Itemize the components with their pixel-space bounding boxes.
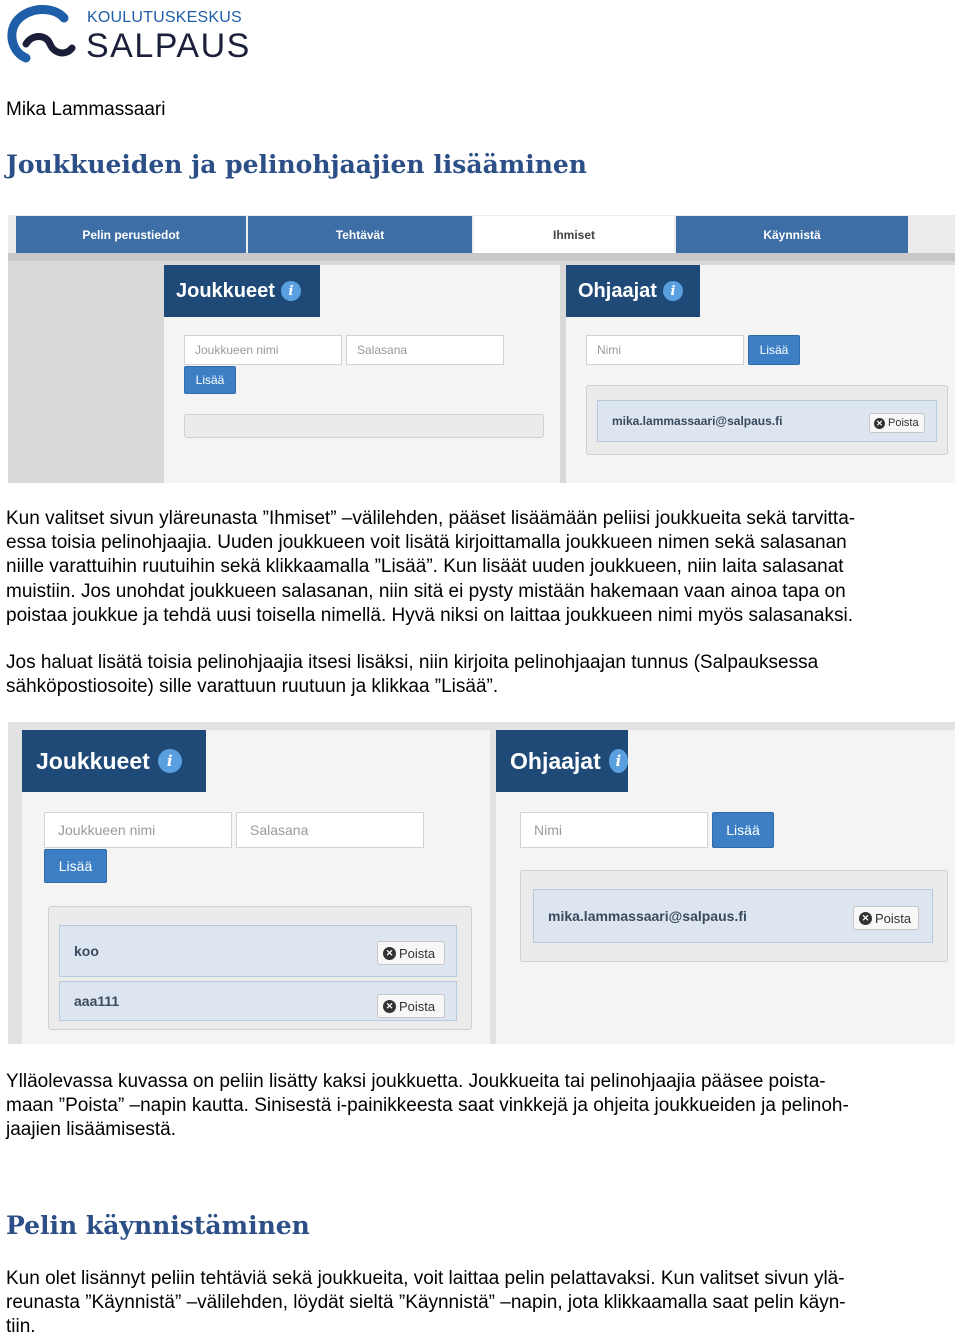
remove-coach-button[interactable] bbox=[869, 413, 925, 433]
coaches-panel bbox=[566, 265, 955, 483]
remove-label: Poista bbox=[888, 417, 919, 429]
coach-email: mika.lammassaari@salpaus.fi bbox=[612, 414, 783, 428]
add-coach-button[interactable]: Lisää bbox=[712, 812, 774, 848]
info-icon[interactable]: i bbox=[609, 749, 628, 773]
info-icon[interactable]: i bbox=[158, 749, 182, 773]
team-name-input[interactable]: Joukkueen nimi bbox=[184, 335, 342, 365]
teams-header-label: Joukkueet bbox=[36, 747, 150, 774]
teams-header-label: Joukkueet bbox=[176, 279, 275, 302]
tab-ihmiset[interactable]: Ihmiset bbox=[474, 216, 674, 253]
paragraph-line: reunasta ”Käynnistä” –välilehden, löydät sieltä ”Käynnistä” –napin, jota klikkaamalla saat pelin käyn- bbox=[6, 1292, 846, 1314]
paragraph-line: Kun valitset sivun yläreunasta ”Ihmiset” –välilehden, pääset lisäämään peliisi joukkueita sekä tarvitta- bbox=[6, 508, 856, 529]
tab-bar bbox=[8, 215, 955, 253]
author-name: Mika Lammassaari bbox=[6, 99, 166, 120]
paragraph-line: Ylläolevassa kuvassa on peliin lisätty kaksi joukkuetta. Joukkueita tai pelinohjaajia pääsee poista- bbox=[6, 1071, 826, 1092]
paragraph-line: jaajien lisäämisestä. bbox=[6, 1119, 177, 1141]
tab-tehtavat[interactable]: Tehtävät bbox=[248, 216, 472, 253]
team-name-input[interactable]: Joukkueen nimi bbox=[44, 812, 232, 848]
coaches-header-label: Ohjaajat bbox=[510, 747, 601, 774]
paragraph-ihmiset-intro bbox=[6, 507, 950, 628]
paragraph-line: essa toisia pelinohjaajia. Uuden joukkueen voit lisätä kirjoittamalla joukkueen nimen sekä salasanan bbox=[6, 532, 847, 554]
teams-panel-header bbox=[22, 730, 206, 792]
tab-pelin-perustiedot[interactable]: Pelin perustiedot bbox=[16, 216, 246, 253]
teams-panel-header bbox=[164, 265, 320, 317]
logo-subtitle: KOULUTUSKESKUS bbox=[87, 9, 242, 26]
remove-team-button[interactable] bbox=[377, 941, 445, 965]
coaches-header-label: Ohjaajat bbox=[578, 279, 657, 302]
paragraph-added-teams bbox=[6, 1070, 950, 1143]
remove-label: Poista bbox=[399, 945, 436, 961]
coach-name-input[interactable]: Nimi bbox=[520, 812, 708, 848]
section-title-teams: Joukkueiden ja pelinohjaajien lisääminen bbox=[6, 150, 587, 179]
team-password-input[interactable]: Salasana bbox=[346, 335, 504, 365]
remove-icon: ✕ bbox=[383, 947, 396, 960]
section-title-start-game: Pelin käynnistäminen bbox=[6, 1211, 310, 1240]
coaches-panel bbox=[496, 730, 955, 1044]
coaches-panel-header bbox=[566, 265, 700, 317]
coaches-list bbox=[520, 870, 948, 962]
paragraph-line: maan ”Poista” –napin kautta. Sinisestä i-painikkeesta saat vinkkejä ja ohjeita joukkueiden ja pelinoh- bbox=[6, 1095, 849, 1117]
tab-divider bbox=[8, 253, 955, 261]
remove-icon: ✕ bbox=[383, 1000, 396, 1013]
remove-icon: ✕ bbox=[874, 418, 885, 429]
paragraph-line: sähköpostiosoite) sille varattuun ruutuun ja klikkaa ”Lisää”. bbox=[6, 676, 499, 698]
info-icon[interactable]: i bbox=[663, 281, 683, 301]
add-team-button[interactable]: Lisää bbox=[184, 366, 236, 394]
paragraph-line: muistiin. Jos unohdat joukkueen salasanan, niin sitä ei pysty mistään hakemaan vaan ainoa tapa on bbox=[6, 580, 846, 602]
coaches-panel-header bbox=[496, 730, 628, 792]
remove-label: Poista bbox=[399, 998, 436, 1014]
paragraph-line: Jos haluat lisätä toisia pelinohjaajia itsesi lisäksi, niin kirjoita pelinohjaajan tunnus (Salpauksessa bbox=[6, 652, 819, 673]
teams-list bbox=[48, 906, 472, 1030]
remove-label: Poista bbox=[875, 910, 912, 926]
coaches-list bbox=[586, 385, 948, 455]
add-coach-button[interactable]: Lisää bbox=[748, 335, 800, 365]
teams-list-empty bbox=[184, 414, 544, 438]
remove-icon: ✕ bbox=[859, 912, 872, 925]
info-icon[interactable]: i bbox=[281, 281, 301, 301]
paragraph-line: niille varattuihin ruutuihin sekä klikkaamalla ”Lisää”. Kun lisäät uuden joukkueen, niin laita salasanat bbox=[6, 556, 844, 578]
add-team-button[interactable]: Lisää bbox=[44, 849, 107, 883]
remove-team-button[interactable] bbox=[377, 994, 445, 1018]
screenshot-ihmiset-empty bbox=[8, 215, 955, 483]
paragraph-add-coaches bbox=[6, 651, 950, 699]
salpaus-logo-mark bbox=[6, 4, 76, 66]
paragraph-line: Kun olet lisännyt peliin tehtäviä sekä joukkueita, voit laittaa pelin pelattavaksi. Kun valitset sivun ylä- bbox=[6, 1268, 845, 1289]
teams-panel bbox=[164, 265, 560, 483]
logo-title: SALPAUS bbox=[86, 27, 251, 65]
team-name: aaa111 bbox=[74, 993, 120, 1009]
teams-panel bbox=[22, 730, 490, 1044]
team-password-input[interactable]: Salasana bbox=[236, 812, 424, 848]
remove-coach-button[interactable] bbox=[853, 906, 919, 930]
paragraph-line: tiin. bbox=[6, 1316, 36, 1338]
tab-kaynnista[interactable]: Käynnistä bbox=[676, 216, 908, 253]
coach-email: mika.lammassaari@salpaus.fi bbox=[548, 908, 747, 924]
paragraph-line: poistaa joukkue ja tehdä uusi toisella nimellä. Hyvä niksi on laittaa joukkueen nimi myös salasanaksi. bbox=[6, 604, 854, 626]
team-name: koo bbox=[74, 943, 99, 959]
paragraph-start-game bbox=[6, 1267, 950, 1340]
screenshot-ihmiset-filled bbox=[8, 722, 955, 1044]
coach-name-input[interactable]: Nimi bbox=[586, 335, 744, 365]
